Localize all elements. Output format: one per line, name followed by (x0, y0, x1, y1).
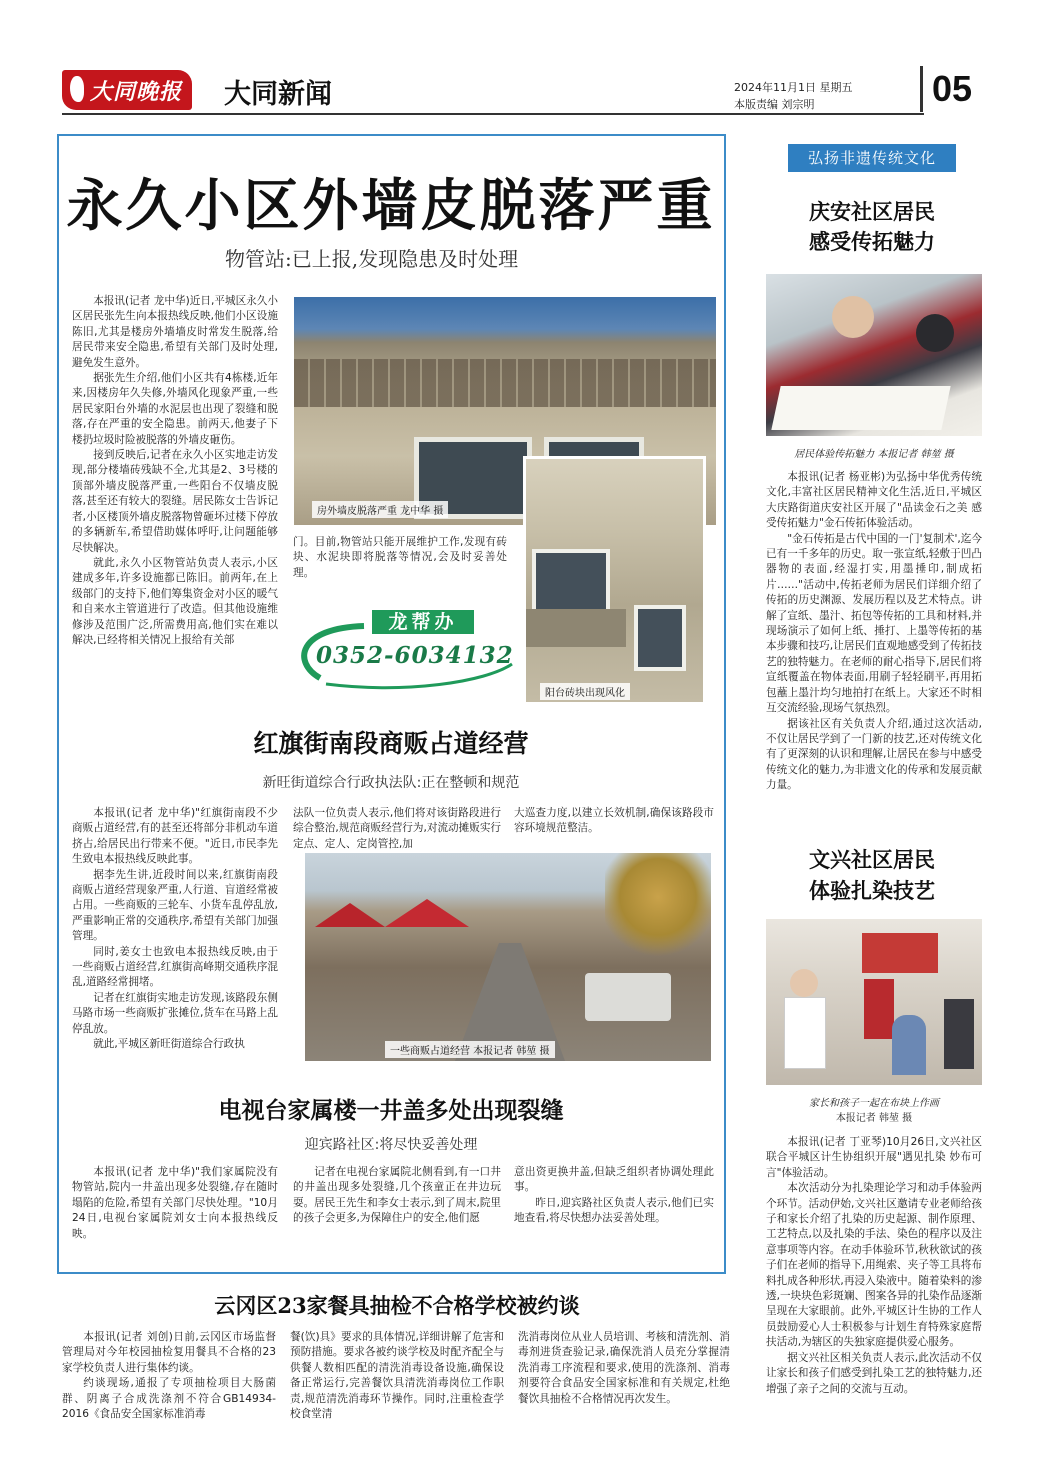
article2-col3 (514, 806, 714, 837)
story2-para: 本报讯(记者 丁亚琴)10月26日,文兴社区联合平城区计生协组织开展"遇见扎染 妙布可言"体验活动。 (766, 1136, 982, 1179)
lead-para-cont: 门。目前,物管站只能开展维护工作,发现有砖块、水泥块即将脱落等情况,会及时妥善处理。 (293, 536, 507, 579)
page-editor: 本版责编 刘宗明 (734, 98, 815, 111)
story2-title-line1: 文兴社区居民 (809, 847, 935, 872)
photo-caption: 一些商贩占道经营 本报记者 韩堃 摄 (385, 1041, 555, 1058)
story1-para: "金石传拓是古代中国的一门'复制术',迄今已有一千多年的历史。取一张宣纸,轻敷于凹凸器物的表面,经湿打实,用墨捶印,制成拓片……"活动中,传拓老师为居民们详细介绍了传拓的历史渊源、发展历程以及艺术特点。讲解了宣纸、墨汁、拓包等传拓的工具和材料,并现场演示了如何上纸、捶打、上墨等传拓的基本步骤和技巧,让居民们直观地感受到了传拓技艺的独特魅力。在老师的耐心指导下,居民们将宣纸覆盖在物体表面,用刷子轻轻刷平,再用拓包蘸上墨汁均匀地拍打在纸上。大家还不时相互交流经验,现场气氛热烈。 (766, 532, 982, 715)
person-shape (916, 314, 954, 352)
article4-para: 约谈现场,通报了专项抽检项目大肠菌群、阴离子合成洗涤剂不符合GB14934-2016《食品安全国家标准消毒 (62, 1377, 276, 1421)
article3-subhead: 迎宾路社区:将尽快妥善处理 (304, 1137, 478, 1153)
page-number: 05 (932, 68, 973, 109)
article4-col2 (290, 1330, 504, 1422)
article3-headline: 电视台家属楼一井盖多处出现裂缝 (218, 1097, 564, 1124)
sidebar-banner: 弘扬非遗传统文化 (788, 144, 956, 172)
story1-title-line2: 感受传拓魅力 (809, 229, 935, 254)
lead-para: 据张先生介绍,他们小区共有4栋楼,近年来,因楼房年久失修,外墙风化现象严重,一些居民家阳台外墙的水泥层也出现了裂缝和脱落,存在严重的安全隐患。前两天,他妻子下楼扔垃圾时险被脱落的外墙皮砸伤。 (72, 372, 278, 446)
story2-para: 据文兴社区相关负责人表示,此次活动不仅让家长和孩子们感受到扎染工艺的独特魅力,还增强了亲子之间的交流与互动。 (766, 1351, 982, 1395)
article3-col3 (514, 1165, 714, 1227)
lead-para: 接到反映后,记者在永久小区实地走访发现,部分楼墙砖残缺不全,尤其是2、3号楼的顶部外墙皮脱落严重,一些阳台不仅墙皮脱落,甚至还有较大的裂缝。居民陈女士告诉记者,小区楼顶外墙皮脱落物曾砸坏过楼下停放的多辆新车,希望借助媒体呼吁,让问题能够尽快解决。 (72, 449, 278, 554)
story1-photo-caption: 居民体验传拓魅力 本报记者 韩堃 摄 (794, 449, 954, 460)
article3-para: 昨日,迎宾路社区负责人表示,他们已实地查看,将尽快想办法妥善处理。 (514, 1196, 714, 1225)
person-shape (832, 296, 874, 338)
story1-body (766, 470, 982, 794)
section-name: 大同新闻 (224, 79, 332, 110)
photo-street-vendors (305, 853, 711, 1061)
article2-para: 同时,姜女士也致电本报热线反映,由于一些商贩占道经营,红旗街高峰期交通秩序混乱,道路经常拥堵。 (72, 945, 278, 989)
article2-para: 大巡查力度,以建立长效机制,确保该路段市容环境规范整洁。 (514, 807, 714, 835)
window-shape (634, 605, 686, 671)
article2-para: 本报讯(记者 龙中华)"红旗街南段不少商贩占道经营,有的甚至还将部分非机动车道挤占,给居民出行带来不便。"近日,市民李先生致电本报热线反映此事。 (72, 807, 278, 866)
hotline-number[interactable]: 0352-6034132 (316, 642, 514, 669)
article4-headline: 云冈区23家餐具抽检不合格学校被约谈 (214, 1293, 580, 1318)
article4-para: 本报讯(记者 刘创)日前,云冈区市场监督管理局对今年校园抽检复用餐具不合格的23家学校负责人进行集体约谈。 (62, 1331, 276, 1374)
issue-date: 2024年11月1日 星期五 (734, 81, 853, 94)
story2-title-line2: 体验扎染技艺 (809, 878, 935, 903)
brick-strip (294, 359, 716, 407)
masthead (0, 0, 1038, 125)
article3-para: 记者在电视台家属院北侧看到,有一口井的井盖出现多处裂缝,几个孩童正在井边玩耍。居民王先生和李女士表示,到了周末,院里的孩子会更多,为保障住户的安全,他们愿 (293, 1166, 502, 1225)
lead-body-col1 (72, 294, 278, 648)
tree-shape (605, 853, 711, 963)
lead-body-col2 (293, 535, 507, 581)
person-shape (784, 997, 826, 1069)
paper-shape (771, 386, 950, 430)
window-shape (532, 549, 610, 617)
story1-para: 本报讯(记者 杨亚彬)为弘扬中华优秀传统文化,丰富社区居民精神文化生活,近日,平城区大庆路街道庆安社区开展了"品读金石之美 感受传拓魅力"金石传拓体验活动。 (766, 471, 982, 530)
story2-photo-caption-2: 本报记者 韩堃 摄 (835, 1113, 913, 1124)
logo-text: 大同晚报 (90, 79, 183, 105)
tent-shape (385, 899, 469, 927)
story1-para: 据该社区有关负责人介绍,通过这次活动,不仅让居民学到了一门新的技艺,还对传统文化有了更深刻的认识和理解,让居民在参与中感受传统文化的魅力,为非遗文化的传承和发展贡献力量。 (766, 717, 982, 792)
lead-para: 本报讯(记者 龙中华)近日,平城区永久小区居民张先生向本报热线反映,他们小区设施陈旧,尤其是楼房外墙墙皮时常发生脱落,给居民带来安全隐患,希望有关部门及时处理,避免发生意外。 (72, 295, 278, 369)
article3-para: 本报讯(记者 龙中华)"我们家属院没有物管站,院内一井盖出现多处裂缝,存在随时塌陷的危险,希望有关部门尽快处理。"10月24日,电视台家属院刘女士向本报热线反映。 (72, 1166, 278, 1240)
article2-para: 就此,平城区新旺街道综合行政执 (93, 1038, 245, 1051)
person-shape (864, 979, 894, 1039)
article2-para: 法队一位负责人表示,他们将对该街路段进行综合整治,规范商贩经营行为,对流动摊贩实行定点、定人、定岗管控,加 (293, 807, 502, 850)
article2-col1 (72, 806, 278, 1053)
person-shape (790, 969, 818, 997)
lead-headline: 永久小区外墙皮脱落严重 (66, 173, 716, 239)
masthead-rule (62, 113, 924, 115)
truck-shape (585, 973, 671, 1021)
banner-shape (862, 933, 938, 973)
person-shape (892, 1015, 926, 1075)
article4-para: 餐(饮)具》要求的具体情况,详细讲解了危害和预防措施。要求各被约谈学校及时配齐配全与供餐人数相匹配的清洗消毒设备设施,确保设备正常运行,完善餐饮具清洗消毒岗位工作职责,规范清洗消毒环节操作。同时,注重检查学校食堂清 (290, 1331, 504, 1421)
article3-col2 (293, 1165, 501, 1227)
photo-tie-dye-activity (766, 919, 982, 1085)
article2-para: 据李先生讲,近段时间以来,红旗街南段商贩占道经营现象严重,人行道、盲道经常被占用。一些商贩的三轮车、小货车乱停乱放,严重影响正常的交通秩序,希望有关部门加强管理。 (72, 868, 278, 943)
story2-body (766, 1135, 982, 1397)
hotline-badge (286, 604, 524, 690)
hotline-label: 龙帮办 (372, 610, 474, 634)
person-shape (944, 999, 974, 1069)
tent-shape (315, 903, 385, 927)
photo-rubbing-activity (766, 274, 982, 436)
story2-photo-caption-1: 家长和孩子一起在布块上作画 (809, 1098, 939, 1109)
article2-col2 (293, 806, 501, 852)
article2-subhead: 新旺街道综合行政执法队:正在整顿和规范 (262, 775, 520, 791)
lead-para: 就此,永久小区物管站负责人表示,小区建成多年,许多设施都已陈旧。前两年,在上级部门的支持下,他们筹集资金对小区的暖气和自来水主管道进行了改造。但其他设施维修涉及范围广泛,所需费用高,他们实在难以解决,已经将相关情况上报给有关部 (72, 556, 278, 646)
article3-col1 (72, 1165, 278, 1242)
story2-para: 本次活动分为扎染理论学习和动手体验两个环节。活动伊始,文兴社区邀请专业老师给孩子和家长介绍了扎染的历史起源、制作原理、工艺特点,以及扎染的手法、染色的程序以及注意事项等内容。在动手体验环节,秋秋欲试的孩子们在老师的指导下,用绳索、夹子等工具将布料扎成各种形状,再浸入染液中。随着染料的渗透,一块块色彩斑斓、图案各异的扎染作品逐渐呈现在大家眼前。此外,平城区计生协的工作人员鼓励爱心人士积极参与计划生育特殊家庭帮扶活动,为辖区的失独家庭提供爱心服务。 (766, 1182, 982, 1349)
photo-caption: 房外墙皮脱落严重 龙中华 摄 (312, 501, 448, 518)
flame-icon (70, 76, 84, 102)
lead-subhead: 物管站:已上报,发现隐患及时处理 (225, 247, 519, 271)
article2-headline: 红旗街南段商贩占道经营 (253, 729, 529, 758)
story1-title-line1: 庆安社区居民 (809, 199, 935, 224)
photo-balcony-weathered (523, 456, 706, 705)
photo-caption: 阳台砖块出现风化 (540, 683, 630, 700)
newspaper-logo (62, 70, 192, 110)
article2-para: 记者在红旗街实地走访发现,该路段东侧马路市场一些商贩扩张摊位,货车在马路上乱停乱放。 (72, 991, 278, 1035)
article4-col1 (62, 1330, 276, 1422)
page-number-divider (920, 66, 923, 112)
balcony-slab (526, 609, 626, 647)
article4-para: 洗消毒岗位从业人员培训、考核和清洗剂、消毒剂进货查验记录,确保洗消人员充分掌握清洗消毒工序流程和要求,使用的洗涤剂、消毒剂要符合食品安全国家标准和有关规定,杜绝餐饮具抽检不合格情况再次发生。 (518, 1331, 730, 1405)
article3-para: 意出资更换井盖,但缺乏组织者协调处理此事。 (514, 1166, 714, 1194)
article4-col3 (518, 1330, 730, 1407)
